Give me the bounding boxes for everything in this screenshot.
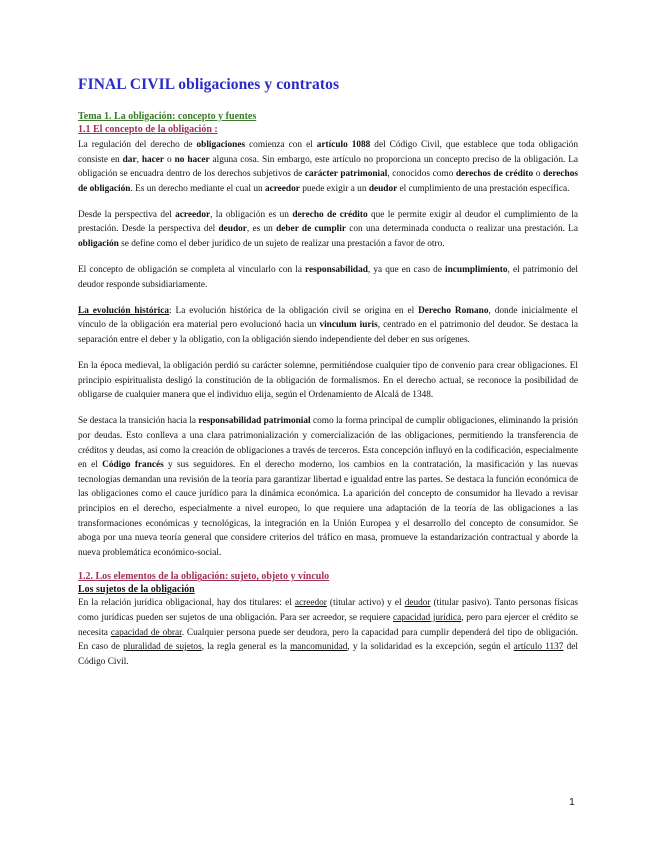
subsection-heading-1-1: 1.1 El concepto de la obligación :	[78, 124, 218, 135]
paragraph-medieval: En la época medieval, la obligación perdió su carácter solemne, permitiéndose cualquier tipo de convenio para crear obligaciones. El principio espiritualista desligó la constitución de la obligación de formalismos. En el derecho actual, se reconoce la posibilidad de obligarse de cualquier manera que el individuo elija, según el Ordenamiento de Alcalá de 1348.	[78, 361, 578, 401]
paragraph-concept: La regulación del derecho de obligaciones comienza con el artículo 1088 del Código Civil, que establece que toda obligación consiste en dar, hacer o no hacer alguna cosa. Sin embargo, este artículo no proporciona un concepto preciso de la obligación. La obligación se encuadra dentro de los derechos subjetivos de carácter patrimonial, conocidos como derechos de crédito o derechos de obligación. Es un derecho mediante el cual un acreedor puede exigir a un deudor el cumplimiento de una prestación específica.	[78, 140, 579, 194]
page-number: 1	[569, 796, 575, 808]
document-title: FINAL CIVIL obligaciones y contratos	[78, 76, 340, 93]
paragraph-responsibility: El concepto de obligación se completa al vincularlo con la responsabilidad, ya que en caso de incumplimiento, el patrimonio del deudor responde subsidiariamente.	[78, 265, 578, 290]
subsection-heading-1-2: 1.2. Los elementos de la obligación: sujeto, objeto y vínculo	[78, 571, 330, 583]
paragraph-perspective: Desde la perspectiva del acreedor, la obligación es un derecho de crédito que le permite exigir al deudor el cumplimiento de la prestación. Desde la perspectiva del deudor, es un deber de cumplir con una determinada conducta o realizar una prestación. La obligación se define como el deber jurídico de un sujeto de realizar una prestación a favor de otro.	[78, 209, 578, 250]
paragraph-historical-evolution: La evolución histórica: La evolución histórica de la obligación civil se origina en el Derecho Romano, donde inicialmente el vínculo de la obligación era material pero evolucionó hacia un vinculum iuris, centrado en el patrimonio del deudor. Se destaca la separación entre el deber y la obligatio, con la obligación siendo independiente del deber en sus orígenes.	[78, 305, 578, 346]
subjects-heading: Los sujetos de la obligación	[78, 584, 195, 596]
paragraph-patrimonial-responsibility: Se destaca la transición hacia la responsabilidad patrimonial como la forma principal de cumplir obligaciones, eliminando la prisión por deudas. Esto conlleva a una clara patrimonialización y comercialización de las obligaciones, permitiendo la transferencia de créditos y deudas, así como la creación de obligaciones a través de terceros. Esta concepción influyó en la codificación, especialmente en el Código francés y sus seguidores. En el derecho moderno, los cambios en la contratación, la masificación y las nuevas tecnologías demandan una revisión de la teoría para garantizar libertad e igualdad entre las partes. Se destaca la función económica de las obligaciones como el cauce jurídico para la dinámica económica. La aparición del concepto de consumidor ha llevado a revisar principios en el derecho, especialmente a nivel europeo, lo que requiere una adaptación de la teoría de las obligaciones a las transformaciones económicas y tecnológicas, la integración en la Unión Europea y el desarrollo del concepto de consumidor. Se aboga por una nueva teoría general que considere criterios del tráfico en masa, promueve la estandarización contractual y aborde la nueva problemática económico-social.	[78, 416, 578, 558]
document-page	[78, 76, 578, 681]
topic-heading: Tema 1. La obligación: concepto y fuentes	[78, 111, 257, 122]
paragraph-subjects: En la relación jurídica obligacional, hay dos titulares: el acreedor (titular activo) y el deudor (titular pasivo). Tanto personas físicas como jurídicas pueden ser sujetos de una obligación. Para ser acreedor, se requiere capacidad jurídica, pero para ejercer el crédito se necesita capacidad de obrar. Cualquier persona puede ser deudora, pero la capacidad para cumplir dependerá del tipo de obligación. En caso de pluralidad de sujetos, la regla general es la mancomunidad, y la solidaridad es la excepción, según el artículo 1137 del Código Civil.	[78, 598, 579, 667]
